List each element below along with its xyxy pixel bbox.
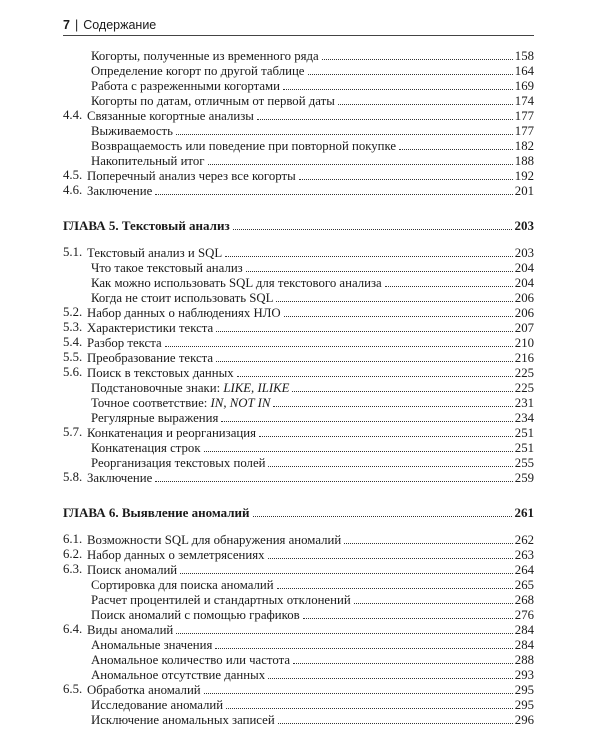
entry-title <box>91 139 397 154</box>
dot-leader <box>354 592 513 604</box>
entry-title-text: Аномальное количество или частота <box>91 653 291 667</box>
entry-title-text: Накопительный итог <box>91 154 205 168</box>
entry-title-text: Поиск аномалий <box>87 563 178 577</box>
toc-entry[interactable] <box>63 123 534 138</box>
toc-entry[interactable] <box>63 138 534 153</box>
toc-entry[interactable] <box>63 562 534 577</box>
entry-title <box>91 396 271 411</box>
entry-title-text: Аномальные значения <box>91 638 213 652</box>
dot-leader <box>322 48 513 60</box>
entry-title-text: Набор данных о землетрясениях <box>87 548 265 562</box>
entry-title <box>91 638 213 653</box>
entry-page: 251 <box>514 426 534 440</box>
entry-line <box>87 245 534 261</box>
dot-leader <box>155 183 513 195</box>
entry-title <box>91 411 219 426</box>
entry-page: 284 <box>514 623 534 637</box>
entry-title <box>87 306 282 321</box>
entry-title <box>87 548 266 563</box>
dot-leader <box>277 577 513 589</box>
dot-leader <box>204 440 513 452</box>
dot-leader <box>268 667 513 679</box>
entry-code-text: IN, NOT IN <box>210 396 271 410</box>
entry-title <box>91 653 291 668</box>
entry-page: 174 <box>514 94 534 108</box>
dot-leader <box>276 290 512 302</box>
entry-page: 262 <box>514 533 534 547</box>
entry-line <box>87 547 534 563</box>
dot-leader <box>208 153 513 165</box>
entry-title <box>91 441 202 456</box>
entry-page: 201 <box>514 184 534 198</box>
entry-page: 188 <box>514 154 534 168</box>
toc-entry[interactable] <box>63 410 534 425</box>
entry-title-text: Работа с разреженными когортами <box>91 79 280 93</box>
entry-page: 158 <box>514 49 534 63</box>
entry-title <box>91 291 274 306</box>
entry-line <box>91 380 534 396</box>
entry-page: 296 <box>514 713 534 727</box>
dot-leader <box>293 652 513 664</box>
chapter-page: 261 <box>514 505 534 520</box>
dot-leader <box>257 108 513 120</box>
entry-number: 5.1. <box>63 245 83 259</box>
entry-page: 206 <box>514 306 534 320</box>
entry-title <box>91 578 275 593</box>
dot-leader <box>204 682 513 694</box>
entry-title-text: Как можно использовать SQL для текстового анализа <box>91 276 382 290</box>
entry-title-text: Набор данных о наблюдениях НЛО <box>87 306 281 320</box>
entry-number: 6.3. <box>63 562 83 576</box>
dot-leader <box>176 123 513 135</box>
entry-line <box>91 607 534 623</box>
dot-leader <box>216 320 513 332</box>
entry-title-text: Сортировка для поиска аномалий <box>91 578 274 592</box>
entry-title-text: Когорты, полученные из временного ряда <box>91 49 319 63</box>
entry-title-text: Возвращаемость или поведение при повторной покупке <box>91 139 397 153</box>
entry-number: 6.1. <box>63 532 83 546</box>
entry-title-text: Когда не стоит использовать SQL <box>91 291 274 305</box>
entry-page: 259 <box>514 471 534 485</box>
entry-page: 288 <box>514 653 534 667</box>
entry-title <box>91 456 266 471</box>
entry-title-text: Конкатенация и реорганизация <box>87 426 256 440</box>
dot-leader <box>338 93 513 105</box>
entry-title <box>87 471 153 486</box>
toc-chapter-6[interactable] <box>63 505 534 520</box>
toc-entry[interactable] <box>63 547 534 562</box>
chapter-page: 203 <box>514 218 534 233</box>
entry-title <box>87 321 214 336</box>
entry-title-text: Подстановочные знаки: <box>91 381 224 395</box>
entry-number: 5.5. <box>63 350 83 364</box>
entry-line <box>91 712 534 728</box>
toc-entry[interactable] <box>63 260 534 275</box>
toc-entry[interactable] <box>63 395 534 410</box>
toc-entry[interactable] <box>63 108 534 123</box>
entry-title <box>87 109 255 124</box>
toc-entry[interactable] <box>63 168 534 183</box>
entry-line <box>91 667 534 683</box>
entry-title <box>87 366 235 381</box>
entry-number: 4.4. <box>63 108 83 122</box>
entry-number: 5.3. <box>63 320 83 334</box>
entry-page: 234 <box>514 411 534 425</box>
entry-line <box>91 455 534 471</box>
entry-title-text: Разбор текста <box>87 336 162 350</box>
dot-leader <box>165 335 513 347</box>
entry-title <box>87 351 214 366</box>
toc-entry[interactable] <box>63 335 534 350</box>
entry-line <box>87 320 534 336</box>
chapter-title: ГЛАВА 5. Текстовый анализ <box>63 218 230 233</box>
entry-number: 6.4. <box>63 622 83 636</box>
dot-leader <box>221 410 512 422</box>
entry-line <box>87 365 534 381</box>
entry-page: 293 <box>514 668 534 682</box>
entry-title <box>91 64 306 79</box>
entry-title <box>87 563 178 578</box>
entry-page: 204 <box>514 261 534 275</box>
entry-number: 5.7. <box>63 425 83 439</box>
toc-entry[interactable] <box>63 637 534 652</box>
entry-title-text: Заключение <box>87 184 153 198</box>
toc-entry[interactable] <box>63 577 534 592</box>
toc-chapter-5[interactable] <box>63 218 534 233</box>
toc-entry[interactable] <box>63 93 534 108</box>
toc-entry[interactable] <box>63 48 534 63</box>
entry-page: 207 <box>514 321 534 335</box>
dot-leader <box>259 425 513 437</box>
entry-line <box>87 532 534 548</box>
entry-line <box>91 637 534 653</box>
entry-line <box>91 78 534 94</box>
entry-page: 255 <box>514 456 534 470</box>
entry-title <box>87 623 174 638</box>
entry-title <box>87 683 202 698</box>
entry-line <box>91 275 534 291</box>
entry-title-text: Характеристики текста <box>87 321 214 335</box>
entry-page: 216 <box>514 351 534 365</box>
entry-title <box>87 426 257 441</box>
entry-title-text: Поиск аномалий с помощью графиков <box>91 608 300 622</box>
entry-title <box>91 608 301 623</box>
entry-code-text: LIKE, ILIKE <box>223 381 290 395</box>
table-of-contents <box>63 48 534 727</box>
entry-title <box>91 713 276 728</box>
entry-title-text: Определение когорт по другой таблице <box>91 64 305 78</box>
entry-title <box>91 79 281 94</box>
entry-title-text: Виды аномалий <box>87 623 174 637</box>
dot-leader <box>283 78 513 90</box>
dot-leader <box>308 63 513 75</box>
entry-page: 268 <box>514 593 534 607</box>
entry-page: 263 <box>514 548 534 562</box>
toc-entry[interactable] <box>63 440 534 455</box>
entry-title-text: Реорганизация текстовых полей <box>91 456 266 470</box>
entry-number: 6.5. <box>63 682 83 696</box>
entry-title-text: Расчет процентилей и стандартных отклонений <box>91 593 351 607</box>
entry-line <box>91 395 534 411</box>
entry-page: 264 <box>514 563 534 577</box>
entry-title <box>91 94 336 109</box>
entry-line <box>91 153 534 169</box>
entry-line <box>91 410 534 426</box>
dot-leader <box>225 245 513 257</box>
entry-number: 6.2. <box>63 547 83 561</box>
dot-leader <box>273 395 512 407</box>
entry-page: 192 <box>514 169 534 183</box>
dot-leader <box>268 455 512 467</box>
entry-title-text: Обработка аномалий <box>87 683 201 697</box>
header-separator: | <box>74 18 79 32</box>
entry-title-text: Заключение <box>87 471 153 485</box>
toc-entry[interactable] <box>63 350 534 365</box>
entry-line <box>87 470 534 486</box>
entry-line <box>87 622 534 638</box>
dot-leader <box>155 470 513 482</box>
entry-number: 5.6. <box>63 365 83 379</box>
entry-title <box>87 184 153 199</box>
entry-title-text: Выживаемость <box>91 124 173 138</box>
dot-leader <box>216 350 513 362</box>
toc-block-chapter6 <box>63 532 534 727</box>
dot-leader <box>253 505 512 517</box>
dot-leader <box>299 168 513 180</box>
entry-line <box>91 123 534 139</box>
dot-leader <box>246 260 513 272</box>
entry-title <box>87 169 297 184</box>
toc-entry[interactable] <box>63 712 534 727</box>
toc-entry[interactable] <box>63 380 534 395</box>
toc-entry[interactable] <box>63 153 534 168</box>
entry-title <box>91 381 290 396</box>
toc-entry[interactable] <box>63 275 534 290</box>
entry-title-text: Что такое текстовый анализ <box>91 261 243 275</box>
toc-entry[interactable] <box>63 622 534 637</box>
toc-entry[interactable] <box>63 607 534 622</box>
entry-line <box>87 682 534 698</box>
entry-page: 225 <box>514 366 534 380</box>
entry-title <box>87 246 223 261</box>
running-header <box>63 18 534 36</box>
entry-title-text: Преобразование текста <box>87 351 214 365</box>
entry-title-text: Исключение аномальных записей <box>91 713 275 727</box>
dot-leader <box>233 218 512 230</box>
entry-title <box>91 593 352 608</box>
entry-line <box>87 305 534 321</box>
toc-entry[interactable] <box>63 697 534 712</box>
entry-page: 210 <box>514 336 534 350</box>
entry-page: 204 <box>514 276 534 290</box>
entry-line <box>91 440 534 456</box>
entry-number: 5.8. <box>63 470 83 484</box>
entry-line <box>87 108 534 124</box>
header-section-title: Содержание <box>83 18 157 32</box>
dot-leader <box>226 697 513 709</box>
entry-page: 169 <box>514 79 534 93</box>
entry-title <box>91 698 224 713</box>
entry-line <box>87 350 534 366</box>
entry-title <box>91 154 206 169</box>
toc-entry[interactable] <box>63 532 534 547</box>
entry-line <box>91 93 534 109</box>
toc-entry[interactable] <box>63 305 534 320</box>
entry-title <box>91 668 266 683</box>
toc-entry[interactable] <box>63 320 534 335</box>
entry-number: 4.5. <box>63 168 83 182</box>
entry-page: 177 <box>514 109 534 123</box>
entry-page: 206 <box>514 291 534 305</box>
header-page-number: 7 <box>63 18 70 32</box>
entry-page: 203 <box>514 246 534 260</box>
entry-title-text: Связанные когортные анализы <box>87 109 254 123</box>
toc-entry[interactable] <box>63 183 534 198</box>
toc-entry[interactable] <box>63 290 534 305</box>
toc-entry[interactable] <box>63 682 534 697</box>
entry-title-text: Поиск в текстовых данных <box>87 366 234 380</box>
entry-page: 231 <box>514 396 534 410</box>
entry-title-text: Текстовый анализ и SQL <box>87 246 223 260</box>
entry-page: 284 <box>514 638 534 652</box>
entry-line <box>91 63 534 79</box>
entry-title-text: Аномальное отсутствие данных <box>91 668 266 682</box>
entry-title <box>91 261 244 276</box>
entry-line <box>87 168 534 184</box>
entry-line <box>87 335 534 351</box>
toc-entry[interactable] <box>63 78 534 93</box>
entry-line <box>91 592 534 608</box>
entry-number: 5.2. <box>63 305 83 319</box>
toc-entry[interactable] <box>63 245 534 260</box>
entry-line <box>91 260 534 276</box>
toc-block-chapter5 <box>63 245 534 485</box>
entry-page: 265 <box>514 578 534 592</box>
dot-leader <box>278 712 513 724</box>
dot-leader <box>237 365 513 377</box>
entry-title-text: Конкатенация строк <box>91 441 201 455</box>
entry-line <box>87 562 534 578</box>
entry-title <box>91 124 174 139</box>
dot-leader <box>284 305 513 317</box>
dot-leader <box>215 637 512 649</box>
dot-leader <box>385 275 513 287</box>
entry-title <box>91 276 383 291</box>
dot-leader <box>180 562 513 574</box>
dot-leader <box>399 138 513 150</box>
toc-entry[interactable] <box>63 592 534 607</box>
entry-page: 295 <box>514 698 534 712</box>
entry-title <box>87 336 163 351</box>
entry-page: 164 <box>514 64 534 78</box>
entry-number: 5.4. <box>63 335 83 349</box>
entry-title-text: Когорты по датам, отличным от первой даты <box>91 94 335 108</box>
toc-entry[interactable] <box>63 652 534 667</box>
entry-line <box>91 290 534 306</box>
entry-title-text: Точное соответствие: <box>91 396 211 410</box>
toc-block-chapter4-tail <box>63 48 534 198</box>
entry-number: 4.6. <box>63 183 83 197</box>
dot-leader <box>292 380 512 392</box>
dot-leader <box>268 547 513 559</box>
entry-page: 251 <box>514 441 534 455</box>
chapter-title: ГЛАВА 6. Выявление аномалий <box>63 505 250 520</box>
toc-entry[interactable] <box>63 470 534 485</box>
dot-leader <box>344 532 513 544</box>
dot-leader <box>303 607 513 619</box>
entry-title-text: Поперечный анализ через все когорты <box>87 169 296 183</box>
entry-line <box>91 48 534 64</box>
entry-line <box>87 425 534 441</box>
toc-entry[interactable] <box>63 425 534 440</box>
entry-page: 276 <box>514 608 534 622</box>
dot-leader <box>176 622 513 634</box>
entry-title <box>87 533 342 548</box>
toc-entry[interactable] <box>63 667 534 682</box>
entry-page: 182 <box>514 139 534 153</box>
entry-line <box>91 138 534 154</box>
toc-entry[interactable] <box>63 365 534 380</box>
entry-page: 295 <box>514 683 534 697</box>
entry-line <box>91 697 534 713</box>
toc-entry[interactable] <box>63 63 534 78</box>
entry-line <box>91 577 534 593</box>
entry-line <box>91 652 534 668</box>
toc-entry[interactable] <box>63 455 534 470</box>
entry-title-text: Возможности SQL для обнаружения аномалий <box>87 533 342 547</box>
entry-title-text: Регулярные выражения <box>91 411 219 425</box>
entry-title-text: Исследование аномалий <box>91 698 224 712</box>
entry-page: 177 <box>514 124 534 138</box>
entry-line <box>87 183 534 199</box>
entry-title <box>91 49 320 64</box>
entry-page: 225 <box>514 381 534 395</box>
